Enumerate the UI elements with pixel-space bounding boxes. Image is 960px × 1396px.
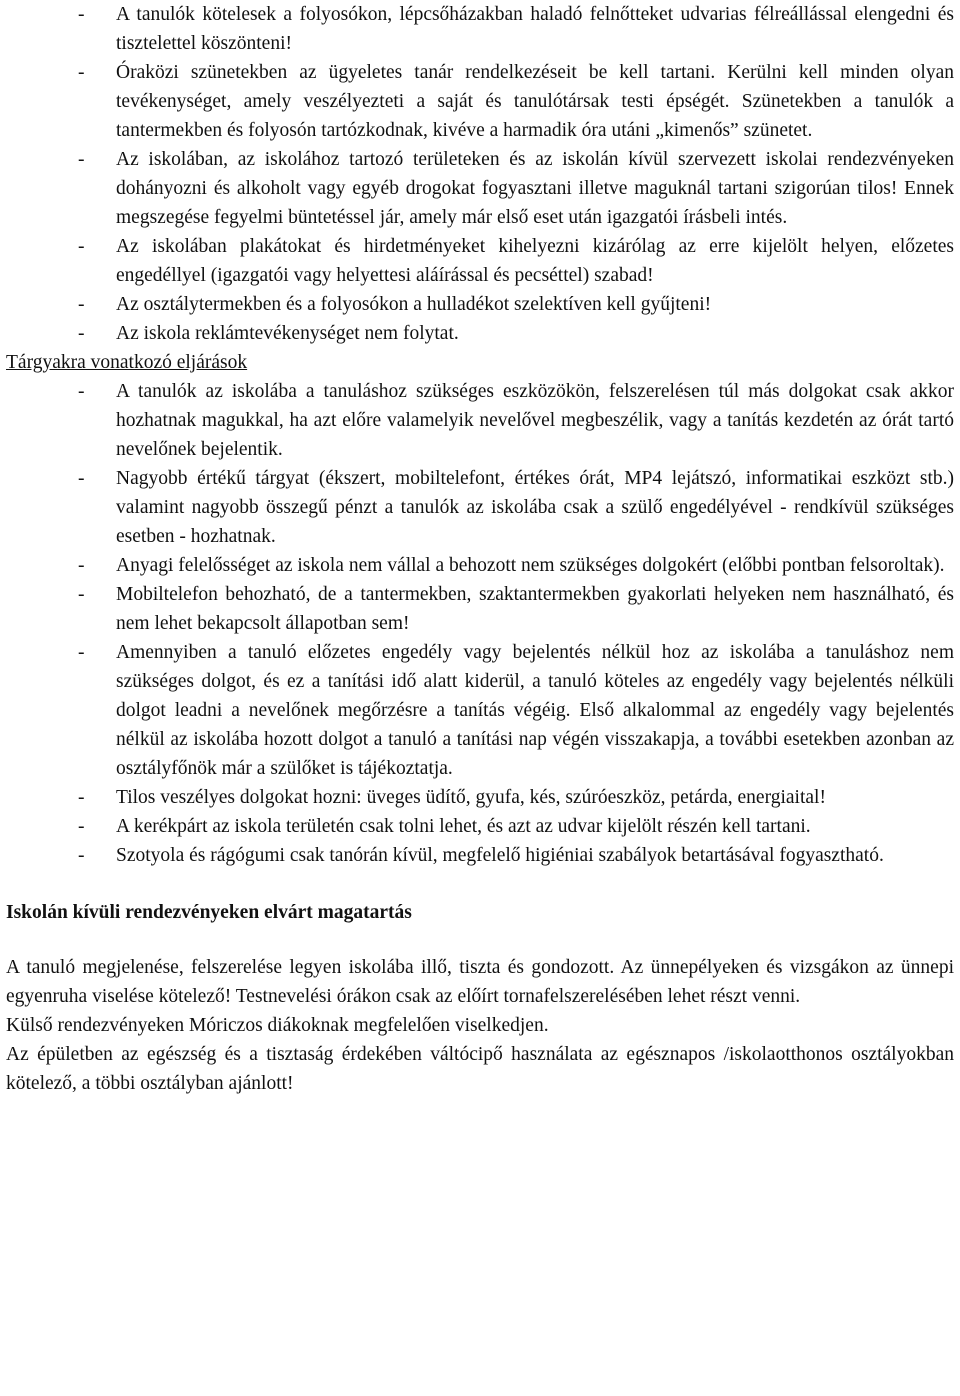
list-item: - Az osztálytermekben és a folyosókon a hulladékot szelektíven kell gyűjteni! xyxy=(6,290,954,319)
list-item: - Tilos veszélyes dolgokat hozni: üveges üdítő, gyufa, kés, szúróeszköz, petárda, energiaital! xyxy=(6,783,954,812)
paragraph: Az épületben az egészség és a tisztaság érdekében váltócipő használata az egésznapos /iskolaotthonos osztályokban kötelező, a többi osztályban ajánlott! xyxy=(6,1044,954,1094)
paragraph: Külső rendezvényeken Móriczos diákoknak megfelelően viselkedjen. xyxy=(6,1015,549,1036)
list-item: - Az iskolában, az iskolához tartozó területeken és az iskolán kívül szervezett iskolai rendezvényeken dohányozni és alkoholt vagy egyéb drogokat fogyasztani illetve maguknál tartani szigorúan tilos! Ennek megszegése fegyelmi büntetéssel jár, amely már első eset után igazgatói írásbeli intés. xyxy=(6,145,954,232)
list-item: - A kerékpárt az iskola területén csak tolni lehet, és azt az udvar kijelölt részén kell tartani. xyxy=(6,812,954,841)
list-item: - Anyagi felelősséget az iskola nem vállal a behozott nem szükséges dolgokért (előbbi pontban felsoroltak). xyxy=(6,551,954,580)
objects-rules-list xyxy=(6,377,954,870)
list-item: - Amennyiben a tanuló előzetes engedély vagy bejelentés nélkül hoz az iskolába a tanuláshoz nem szükséges dolgot, és ez a tanítási idő alatt kiderül, a tanuló köteles az engedély vagy bejelentés nélküli dolgot leadni a nevelőnek megőrzésre a tanítás végéig. Első alkalommal az engedély vagy bejelentés nélkül az iskolába hozott dolgot a tanuló a tanítási nap végén visszakapja, a további esetekben azonban az osztályfőnök már a szülőket is tájékoztatja. xyxy=(6,638,954,783)
section-title: Iskolán kívüli rendezvényeken elvárt magatartás xyxy=(6,902,412,923)
list-item: - Óraközi szünetekben az ügyeletes tanár rendelkezéseit be kell tartani. Kerülni kell minden olyan tevékenységet, amely veszélyezteti a saját és tanulótársak testi épségét. Szünetekben a tanulók a tantermekben és folyosón tartózkodnak, kivéve a harmadik óra utáni „kimenős” szünetet. xyxy=(6,58,954,145)
list-item: - Mobiltelefon behozható, de a tantermekben, szaktantermekben gyakorlati helyeken nem használható, és nem lehet bekapcsolt állapotban sem! xyxy=(6,580,954,638)
list-item: - A tanulók kötelesek a folyosókon, lépcsőházakban haladó felnőtteket udvarias félreállással elengedni és tisztelettel köszönteni! xyxy=(6,0,954,58)
conduct-rules-list xyxy=(6,0,954,348)
list-item: - Az iskola reklámtevékenységet nem folytat. xyxy=(6,319,954,348)
paragraph: A tanuló megjelenése, felszerelése legyen iskolába illő, tiszta és gondozott. Az ünnepélyeken és vizsgákon az ünnepi egyenruha viselése kötelező! Testnevelési órákon csak az előírt tornafelszerelésében lehet részt venni. xyxy=(6,957,954,1007)
list-item: - Szotyola és rágógumi csak tanórán kívül, megfelelő higiéniai szabályok betartásával fogyasztható. xyxy=(6,841,954,870)
list-item: - Az iskolában plakátokat és hirdetményeket kihelyezni kizárólag az erre kijelölt helyen, előzetes engedéllyel (igazgatói vagy helyettesi aláírással és pecséttel) szabad! xyxy=(6,232,954,290)
list-item: - A tanulók az iskolába a tanuláshoz szükséges eszközökön, felszerelésen túl más dolgokat csak akkor hozhatnak magukkal, ha azt előre valamelyik nevelővel megbeszélik, vagy a tanítás kezdetén az órát tartó nevelőnek bejelentik. xyxy=(6,377,954,464)
objects-procedures-heading: Tárgyakra vonatkozó eljárások xyxy=(6,352,248,373)
list-item: - Nagyobb értékű tárgyat (ékszert, mobiltelefont, értékes órát, MP4 lejátszó, informatikai eszközt stb.) valamint nagyobb összegű pénzt a tanulók az iskolába csak a szülő engedélyével - rendkívül szükséges esetben - hozhatnak. xyxy=(6,464,954,551)
